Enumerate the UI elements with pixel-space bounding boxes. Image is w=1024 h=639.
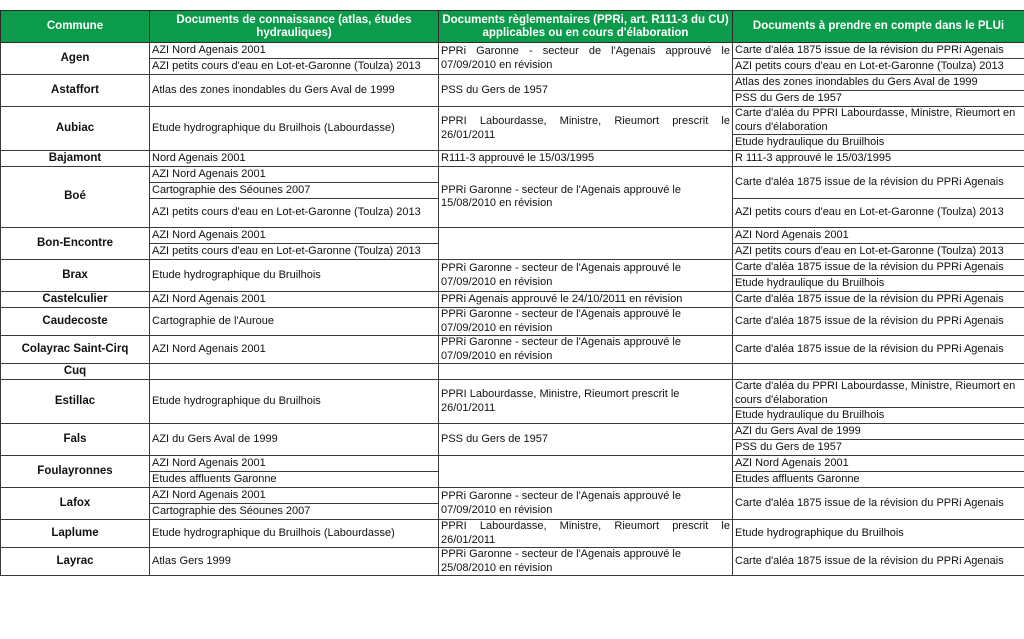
connaissance-cell: Etude hydrographique du Bruilhois (Labourdasse) <box>150 520 439 548</box>
prendre-cell: PSS du Gers de 1957 <box>733 91 1024 107</box>
commune-cell: Agen <box>1 43 150 75</box>
reglementaire-cell: PPRi Garonne - secteur de l'Agenais approuvé le 07/09/2010 en révision <box>439 336 733 364</box>
prendre-cell: Carte d'aléa 1875 issue de la révision du PPRi Agenais <box>733 167 1024 199</box>
prendre-cell: Atlas des zones inondables du Gers Aval de 1999 <box>733 75 1024 91</box>
connaissance-cell: Etude hydrographique du Bruilhois <box>150 260 439 292</box>
connaissance-cell: AZI petits cours d'eau en Lot-et-Garonne (Toulza) 2013 <box>150 199 439 228</box>
table-row <box>1 520 1024 548</box>
commune-cell: Layrac <box>1 548 150 576</box>
prendre-cell: Carte d'aléa du PPRI Labourdasse, Ministre, Rieumort en cours d'élaboration <box>733 107 1024 135</box>
commune-cell: Boé <box>1 167 150 228</box>
connaissance-cell: Etude hydrographique du Bruilhois <box>150 380 439 424</box>
commune-cell: Colayrac Saint-Cirq <box>1 336 150 364</box>
connaissance-cell: AZI Nord Agenais 2001 <box>150 292 439 308</box>
reglementaire-cell: R111-3 approuvé le 15/03/1995 <box>439 151 733 167</box>
prendre-cell: Etudes affluents Garonne <box>733 472 1024 488</box>
prendre-cell: Carte d'aléa 1875 issue de la révision du PPRi Agenais <box>733 43 1024 59</box>
prendre-cell: Etude hydraulique du Bruilhois <box>733 408 1024 424</box>
header-reglementaires: Documents règlementaires (PPRi, art. R111-3 du CU) applicables ou en cours d'élaboration <box>439 11 733 43</box>
table-row <box>1 107 1024 135</box>
commune-cell: Brax <box>1 260 150 292</box>
prendre-cell: R 111-3 approuvé le 15/03/1995 <box>733 151 1024 167</box>
table-row <box>1 308 1024 336</box>
prendre-cell: Etude hydrographique du Bruilhois <box>733 520 1024 548</box>
commune-cell: Lafox <box>1 488 150 520</box>
table-row <box>1 336 1024 364</box>
prendre-cell: AZI Nord Agenais 2001 <box>733 228 1024 244</box>
prendre-cell: PSS du Gers de 1957 <box>733 440 1024 456</box>
reglementaire-cell: PSS du Gers de 1957 <box>439 424 733 456</box>
prendre-cell <box>733 364 1024 380</box>
commune-cell: Astaffort <box>1 75 150 107</box>
header-row <box>1 11 1024 43</box>
commune-cell: Bon-Encontre <box>1 228 150 260</box>
reglementaire-cell: PPRi Garonne - secteur de l'Agenais approuvé le 07/09/2010 en révision <box>439 260 733 292</box>
prendre-cell: Etude hydraulique du Bruilhois <box>733 135 1024 151</box>
commune-cell: Estillac <box>1 380 150 424</box>
connaissance-cell: Cartographie des Séounes 2007 <box>150 504 439 520</box>
prendre-cell: Carte d'aléa 1875 issue de la révision du PPRi Agenais <box>733 292 1024 308</box>
connaissance-cell <box>150 364 439 380</box>
prendre-cell: AZI Nord Agenais 2001 <box>733 456 1024 472</box>
reglementaire-cell <box>439 364 733 380</box>
table-row <box>1 151 1024 167</box>
reglementaire-cell: PPRi Agenais approuvé le 24/10/2011 en révision <box>439 292 733 308</box>
commune-cell: Bajamont <box>1 151 150 167</box>
table-row <box>1 43 1024 59</box>
table-row <box>1 380 1024 408</box>
commune-cell: Castelculier <box>1 292 150 308</box>
reglementaire-cell: PPRi Garonne - secteur de l'Agenais approuvé le 07/09/2010 en révision <box>439 308 733 336</box>
connaissance-cell: AZI petits cours d'eau en Lot-et-Garonne (Toulza) 2013 <box>150 59 439 75</box>
connaissance-cell: AZI Nord Agenais 2001 <box>150 488 439 504</box>
header-commune: Commune <box>1 11 150 43</box>
connaissance-cell: Atlas Gers 1999 <box>150 548 439 576</box>
flood-documents-table <box>0 10 1024 576</box>
reglementaire-cell: PPRi Garonne - secteur de l'Agenais approuvé le 07/09/2010 en révision <box>439 488 733 520</box>
reglementaire-cell: PPRI Labourdasse, Ministre, Rieumort prescrit le 26/01/2011 <box>439 107 733 151</box>
connaissance-cell: Cartographie de l'Auroue <box>150 308 439 336</box>
connaissance-cell: AZI du Gers Aval de 1999 <box>150 424 439 456</box>
connaissance-cell: AZI petits cours d'eau en Lot-et-Garonne (Toulza) 2013 <box>150 244 439 260</box>
reglementaire-cell: PPRi Garonne - secteur de l'Agenais approuvé le 15/08/2010 en révision <box>439 167 733 228</box>
reglementaire-cell <box>439 228 733 260</box>
connaissance-cell: AZI Nord Agenais 2001 <box>150 167 439 183</box>
connaissance-cell: AZI Nord Agenais 2001 <box>150 456 439 472</box>
prendre-cell: AZI petits cours d'eau en Lot-et-Garonne (Toulza) 2013 <box>733 199 1024 228</box>
connaissance-cell: AZI Nord Agenais 2001 <box>150 228 439 244</box>
table-row <box>1 548 1024 576</box>
table-row <box>1 228 1024 244</box>
table-row <box>1 424 1024 440</box>
commune-cell: Aubiac <box>1 107 150 151</box>
reglementaire-cell: PPRI Labourdasse, Ministre, Rieumort prescrit le 26/01/2011 <box>439 380 733 424</box>
table-row <box>1 488 1024 504</box>
table-container <box>0 10 1024 576</box>
reglementaire-cell: PPRi Garonne - secteur de l'Agenais approuvé le 25/08/2010 en révision <box>439 548 733 576</box>
reglementaire-cell: PPRI Labourdasse, Ministre, Rieumort prescrit le 26/01/2011 <box>439 520 733 548</box>
reglementaire-cell: PSS du Gers de 1957 <box>439 75 733 107</box>
table-row <box>1 75 1024 91</box>
prendre-cell: Carte d'aléa du PPRI Labourdasse, Ministre, Rieumort en cours d'élaboration <box>733 380 1024 408</box>
table-row <box>1 167 1024 183</box>
prendre-cell: AZI petits cours d'eau en Lot-et-Garonne (Toulza) 2013 <box>733 59 1024 75</box>
commune-cell: Fals <box>1 424 150 456</box>
prendre-cell: Carte d'aléa 1875 issue de la révision du PPRi Agenais <box>733 308 1024 336</box>
table-row <box>1 292 1024 308</box>
prendre-cell: Carte d'aléa 1875 issue de la révision du PPRi Agenais <box>733 260 1024 276</box>
reglementaire-cell <box>439 456 733 488</box>
prendre-cell: Carte d'aléa 1875 issue de la révision du PPRi Agenais <box>733 336 1024 364</box>
commune-cell: Foulayronnes <box>1 456 150 488</box>
connaissance-cell: AZI Nord Agenais 2001 <box>150 336 439 364</box>
connaissance-cell: Atlas des zones inondables du Gers Aval de 1999 <box>150 75 439 107</box>
connaissance-cell: Nord Agenais 2001 <box>150 151 439 167</box>
prendre-cell: Carte d'aléa 1875 issue de la révision du PPRi Agenais <box>733 488 1024 520</box>
table-row <box>1 364 1024 380</box>
prendre-cell: Etude hydraulique du Bruilhois <box>733 276 1024 292</box>
prendre-cell: Carte d'aléa 1875 issue de la révision du PPRi Agenais <box>733 548 1024 576</box>
commune-cell: Caudecoste <box>1 308 150 336</box>
connaissance-cell: AZI Nord Agenais 2001 <box>150 43 439 59</box>
prendre-cell: AZI du Gers Aval de 1999 <box>733 424 1024 440</box>
table-row <box>1 260 1024 276</box>
connaissance-cell: Etudes affluents Garonne <box>150 472 439 488</box>
commune-cell: Laplume <box>1 520 150 548</box>
connaissance-cell: Etude hydrographique du Bruilhois (Labourdasse) <box>150 107 439 151</box>
header-prendre-en-compte: Documents à prendre en compte dans le PLUi <box>733 11 1024 43</box>
commune-cell: Cuq <box>1 364 150 380</box>
header-connaissance: Documents de connaissance (atlas, études hydrauliques) <box>150 11 439 43</box>
table-row <box>1 456 1024 472</box>
connaissance-cell: Cartographie des Séounes 2007 <box>150 183 439 199</box>
prendre-cell: AZI petits cours d'eau en Lot-et-Garonne (Toulza) 2013 <box>733 244 1024 260</box>
reglementaire-cell: PPRi Garonne - secteur de l'Agenais approuvé le 07/09/2010 en révision <box>439 43 733 75</box>
